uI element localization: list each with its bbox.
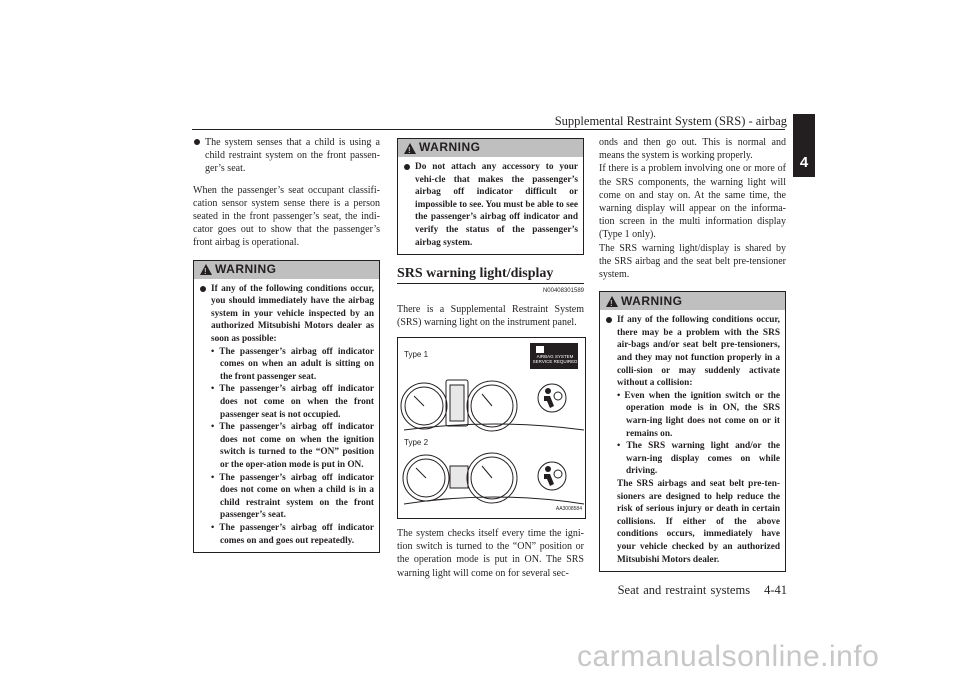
- section-title: SRS warning light/display: [397, 267, 584, 284]
- header-title: Supplemental Restraint System (SRS) - airbag: [554, 114, 787, 128]
- paragraph-srs-intro: There is a Supplemental Restraint System (SRS) warning light on the instrument panel.: [397, 303, 584, 328]
- warning-box-airbag-off-indicator: [193, 260, 380, 553]
- page-number: 4-41: [764, 583, 787, 597]
- warning-triangle-icon: [404, 143, 416, 154]
- paragraph-self-check: The system checks itself every time the igni-tion switch is turned to the “ON” position or the operation mode is put in ON. The SRS warning light will come on for several sec-: [397, 527, 584, 579]
- warning-box-srs: [599, 291, 786, 572]
- warning-item: • The SRS warning light and/or the warn-ing display comes on while driving.: [617, 441, 780, 477]
- figure-label-type1: Type 1: [404, 349, 429, 359]
- instrument-panel-figure: [397, 337, 586, 519]
- warning-item: • The passenger’s airbag off indicator comes on and goes out repeatedly.: [211, 522, 374, 546]
- warning-triangle-icon: [606, 296, 618, 307]
- warning-intro: If any of the following conditions occur, there may be a problem with the SRS air-bags and/or seat belt pre-tensioners, and they may not function properly in a colli-sion or may suddenly activate without a collision:: [605, 314, 780, 390]
- column-left: [193, 136, 380, 553]
- warning-item: • The passenger’s airbag off indicator does not come on when the front passenger seat is not occupied.: [211, 384, 374, 420]
- figure-code: AA3008584: [555, 505, 582, 512]
- paragraph-occupant-sensor: When the passenger’s seat occupant classifi-cation sensor system sense there is a person seated in the front passenger’s seat, the indi-cator goes out to show that the passenger’s front airbag is operational.: [193, 184, 380, 249]
- warning-item: • Even when the ignition switch or the operation mode is in ON, the SRS warn-ing light does not come on or it remains on.: [617, 390, 780, 439]
- instrument-panel-illustration: [398, 338, 585, 518]
- paragraph-normal: onds and then go out. This is normal and means the system is working properly.: [599, 137, 786, 162]
- warning-intro: If any of the following conditions occur, you should immediately have the airbag system in your vehicle inspected by an authorized Mitsubishi Motors dealer as soon as possible:: [199, 283, 374, 346]
- chapter-tab: 4: [793, 114, 815, 177]
- display-text: AIRBAG SYSTEM SERVICE REQUIRED: [532, 353, 578, 364]
- paragraph-shared: The SRS warning light/display is shared by the SRS airbag and the seat belt pre-tensioner system.: [599, 242, 786, 281]
- warning-heading: ! WARNING: [194, 261, 379, 279]
- warning-item: • The passenger’s airbag off indicator comes on when an adult is sitting on the front passenger seat.: [211, 346, 374, 382]
- bullet-child-restraint: The system senses that a child is using a child restraint system on the front passen-ger’s seat.: [193, 136, 380, 176]
- warning-heading: ! WARNING: [600, 292, 785, 310]
- warning-box-accessory: [397, 138, 584, 255]
- warning-item: • The passenger’s airbag off indicator does not come on when a child is in a child restraint system on the front passenger’s seat.: [211, 472, 374, 521]
- paragraph-problem: If there is a problem involving one or more of the SRS components, the warning light will come on and stay on. At the same time, the warning display will appear on the informa-tion screen in the multi information display (Type 1 only).: [599, 163, 786, 241]
- warning-heading: ! WARNING: [398, 139, 583, 157]
- watermark: carmanualsonline.info: [577, 640, 880, 673]
- warning-item: • The passenger’s airbag off indicator does not come on when the ignition switch is turned to the “ON” position or the oper-ation mode is put in ON.: [211, 422, 374, 470]
- warning-triangle-icon: [200, 264, 212, 275]
- section-code: N00408301589: [542, 288, 584, 295]
- footer-section: Seat and restraint systems: [617, 583, 751, 597]
- warning-closing: The SRS airbags and seat belt pre-ten-sioners are designed to help reduce the risk of serious injury or death in certain collisions. If either of the above conditions occurs, immediately have your vehicle checked by an authorized Mitsubishi Motors dealer.: [617, 478, 780, 565]
- page-footer: [618, 583, 787, 598]
- warning-text: Do not attach any accessory to your vehi-cle that makes the passenger’s airbag off indicator difficult or impossible to see. You must be able to see the passenger’s airbag off indicator and verify the status of the passenger’s airbag system.: [403, 161, 578, 249]
- header-rule: [192, 129, 785, 130]
- figure-label-type2: Type 2: [404, 437, 429, 447]
- column-middle: [397, 136, 584, 580]
- column-right: [599, 136, 786, 572]
